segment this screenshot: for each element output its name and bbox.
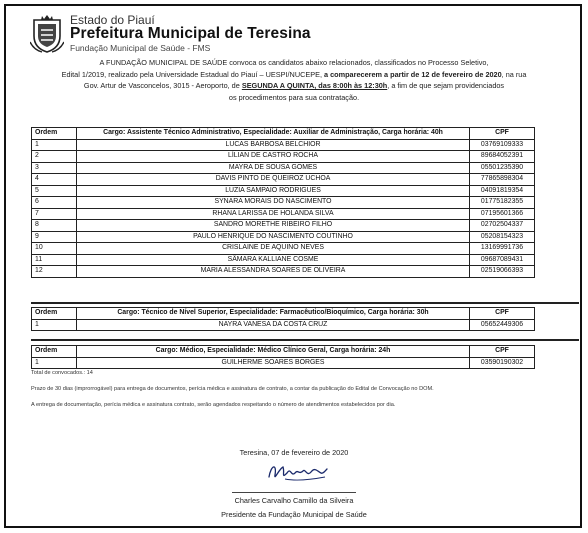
col-ordem: Ordem [32,128,77,140]
total-convocados: Total de convocados.: 14 [31,370,93,376]
col-cpf: CPF [470,308,535,320]
table-row: 6 SYNARA MORAIS DO NASCIMENTO 01775182355 [32,197,535,209]
intro-line-2: Edital 1/2019, realizado pela Universidade Estadual do Piauí – UESPI/NUCEPE, a comparecerem a partir de 12 de fevereiro de 2020, na rua [61,69,527,79]
col-cargo: Cargo: Médico, Especialidade: Médico Clínico Geral, Carga horária: 24h [77,346,470,358]
table-row: 8 SANDRO MORETHE RIBEIRO FILHO 02702504337 [32,220,535,232]
table-header-row [32,346,535,358]
col-cargo: Cargo: Assistente Técnico Administrativo, Especialidade: Auxiliar de Administração, Carga horária: 40h [77,128,470,140]
table-assistente-tecnico [31,127,535,278]
deadline-note: Prazo de 30 dias (improrrogável) para entrega de documentos, perícia médica e assinatura de contrato, a contar da publicação do Edital de Convocação no DOM. [31,386,434,392]
coat-of-arms-icon [30,14,64,54]
table-row: 10 CRISLAINE DE AQUINO NEVES 13169991736 [32,243,535,255]
table-header-row [32,308,535,320]
table-row: 4 DAVIS PINTO DE QUEIROZ UCHOA 77865898304 [32,174,535,186]
col-ordem: Ordem [32,308,77,320]
col-ordem: Ordem [32,346,77,358]
section-divider [31,339,579,341]
table-row: 1 GUILHERME SOARES BORGES 03590190302 [32,357,535,369]
intro-line-1: A FUNDAÇÃO MUNICIPAL DE SAÚDE convoca os candidatos abaixo relacionados, classificados no Processo Seletivo, [99,58,489,67]
table-tecnico-nivel-superior [31,307,535,331]
intro-paragraph [20,57,568,103]
col-cargo: Cargo: Técnico de Nível Superior, Especialidade: Farmacêutico/Bioquímico, Carga horária: 30h [77,308,470,320]
table-row: 5 LUZIA SAMPAIO RODRIGUES 04091819354 [32,185,535,197]
signer-name: Charles Carvalho Camillo da Silveira [234,496,354,505]
foundation-label: Fundação Municipal de Saúde - FMS [70,43,211,53]
table-row: 3 MAYRA DE SOUSA GOMES 05501235390 [32,162,535,174]
table-row: 1 NAYRA VANESA DA COSTA CRUZ 05652449306 [32,319,535,331]
page-title: Prefeitura Municipal de Teresina [70,25,311,42]
handwritten-signature [265,459,331,483]
document-date: Teresina, 07 de fevereiro de 2020 [239,448,349,457]
table-row: 7 RHANA LARISSA DE HOLANDA SILVA 07195601366 [32,208,535,220]
table-row: 9 PAULO HENRIQUE DO NASCIMENTO COUTINHO 05208154323 [32,231,535,243]
col-cpf: CPF [470,128,535,140]
table-row: 2 LÍLIAN DE CASTRO ROCHA 89684052391 [32,151,535,163]
signature-line [232,492,356,493]
intro-line-3: Gov. Artur de Vasconcelos, 3015 - Aeroporto, de SEGUNDA A QUINTA, das 8:00h às 12:30h, a fim de que sejam providenciados [83,81,505,90]
intro-line-4: os procedimentos para sua contratação. [228,92,360,102]
table-row: 12 MARIA ALESSANDRA SOARES DE OLIVEIRA 02519066393 [32,266,535,278]
state-label: Estado do Piauí [70,13,155,27]
table-row: 11 SÂMARA KALLIANE COSME 09687089431 [32,254,535,266]
schedule-note: A entrega de documentação, perícia médica e assinatura contrato, serão agendados respeitando o número de atendimentos estabelecidos por dia. [31,402,396,408]
col-cpf: CPF [470,346,535,358]
table-header-row [32,128,535,140]
section-divider [31,302,579,304]
table-row: 1 LUCAS BARBOSA BELCHIOR 03769109333 [32,139,535,151]
signer-title: Presidente da Fundação Municipal de Saúde [221,510,367,519]
table-medico [31,345,535,369]
